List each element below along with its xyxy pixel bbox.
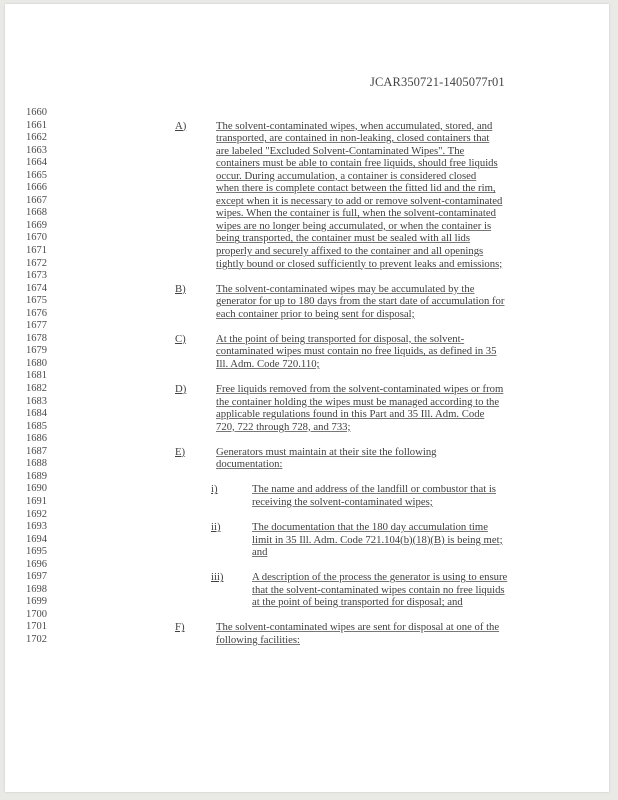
text-line: The solvent-contaminated wipes may be accumulated by the <box>216 282 475 295</box>
line-number: 1692 <box>26 508 47 520</box>
line-number: 1660 <box>26 107 47 118</box>
text-line: occur. During accumulation, a container is considered closed <box>216 169 477 182</box>
item-label: C) <box>175 332 186 345</box>
sub-item <box>211 521 545 559</box>
line-number: 1682 <box>26 383 47 395</box>
text-line: The name and address of the landfill or combustor that is <box>252 483 496 496</box>
line-number: 1662 <box>26 132 47 144</box>
text-line: receiving the solvent-contaminated wipes; <box>252 495 433 508</box>
text-line: the container holding the wipes must be managed according to the <box>216 395 500 408</box>
line-number: 1683 <box>26 395 47 407</box>
line-number: 1668 <box>26 207 47 219</box>
line-number: 1691 <box>26 495 47 507</box>
text-line: documentation: <box>216 458 283 471</box>
list-item <box>175 621 545 646</box>
list-item <box>175 446 545 471</box>
line-number: 1702 <box>26 633 47 645</box>
list-item <box>175 383 545 433</box>
text-line: tightly bound or closed sufficiently to prevent leaks and emissions; <box>216 257 503 270</box>
text-line: applicable regulations found in this Part and 35 Ill. Adm. Code <box>216 408 485 421</box>
text-line: following facilities: <box>216 633 300 646</box>
line-number: 1693 <box>26 521 47 533</box>
text-line: properly and securely affixed to the container and all openings <box>216 245 484 258</box>
line-number: 1697 <box>26 571 47 583</box>
line-number: 1701 <box>26 621 47 633</box>
line-number: 1687 <box>26 445 47 457</box>
line-number: 1700 <box>26 608 47 620</box>
text-line: and <box>252 546 268 559</box>
line-number: 1690 <box>26 483 47 495</box>
line-number: 1675 <box>26 295 47 307</box>
line-number: 1676 <box>26 307 47 319</box>
line-number: 1679 <box>26 345 47 357</box>
text-line: containers must be able to contain free liquids, should free liquids <box>216 157 498 170</box>
text-line: The documentation that the 180 day accumulation time <box>252 521 488 534</box>
line-number: 1672 <box>26 257 47 269</box>
line-number: 1689 <box>26 470 47 482</box>
item-text <box>252 483 545 508</box>
line-number: 1681 <box>26 370 47 382</box>
document-id: JCAR350721-1405077r01 <box>370 75 505 89</box>
line-number: 1696 <box>26 558 47 570</box>
line-number: 1666 <box>26 182 47 194</box>
line-number: 1695 <box>26 546 47 558</box>
text-line: each container prior to being sent for disposal; <box>216 307 415 320</box>
text-line: limit in 35 Ill. Adm. Code 721.104(b)(18)(B) is being met; <box>252 533 503 546</box>
line-number: 1699 <box>26 596 47 608</box>
text-line: Generators must maintain at their site the following <box>216 445 437 458</box>
item-text <box>216 333 545 371</box>
item-label: B) <box>175 282 186 295</box>
line-number: 1677 <box>26 320 47 332</box>
text-line: wipes. When the container is full, when the solvent-contaminated <box>216 207 496 220</box>
text-line: The solvent-contaminated wipes, when accumulated, stored, and <box>216 119 493 132</box>
text-line: transported, are contained in non-leaking, closed containers that <box>216 132 490 145</box>
item-label: ii) <box>211 521 221 534</box>
item-text <box>252 521 545 559</box>
list-item <box>175 333 545 371</box>
item-label: A) <box>175 119 187 132</box>
line-number: 1661 <box>26 119 47 131</box>
text-line: wipes are no longer being accumulated, or when the container is <box>216 219 492 232</box>
text-line: being transported, the container must be sealed with all lids <box>216 232 471 245</box>
text-line: when there is complete contact between the fitted lid and the rim, <box>216 182 496 195</box>
line-number: 1670 <box>26 232 47 244</box>
line-number: 1678 <box>26 332 47 344</box>
line-number: 1671 <box>26 245 47 257</box>
line-number: 1698 <box>26 583 47 595</box>
item-text <box>252 571 545 609</box>
item-label: E) <box>175 445 186 458</box>
text-line: Ill. Adm. Code 720.110; <box>216 357 320 370</box>
item-label: D) <box>175 383 187 396</box>
list-item <box>175 283 545 321</box>
line-number: 1667 <box>26 194 47 206</box>
sub-item <box>211 571 545 609</box>
item-label: F) <box>175 621 185 634</box>
text-line: at the point of being transported for disposal; and <box>252 596 463 609</box>
line-number: 1680 <box>26 357 47 369</box>
text-line: A description of the process the generator is using to ensure <box>252 571 508 584</box>
line-number: 1684 <box>26 408 47 420</box>
line-number: 1688 <box>26 458 47 470</box>
text-line: Free liquids removed from the solvent-contaminated wipes or from <box>216 383 504 396</box>
list-item <box>175 120 545 271</box>
line-number-column <box>26 107 66 647</box>
item-text <box>216 446 545 471</box>
line-number: 1665 <box>26 169 47 181</box>
item-label: i) <box>211 483 218 496</box>
document-page <box>5 4 609 792</box>
text-line: The solvent-contaminated wipes are sent for disposal at one of the <box>216 621 500 634</box>
text-line: contaminated wipes must contain no free liquids, as defined in 35 <box>216 345 497 358</box>
text-line: except when it is necessary to add or remove solvent-contaminated <box>216 194 503 207</box>
line-number: 1663 <box>26 144 47 156</box>
line-number: 1664 <box>26 157 47 169</box>
line-number: 1686 <box>26 433 47 445</box>
line-number: 1685 <box>26 420 47 432</box>
item-text <box>216 120 545 271</box>
line-number: 1694 <box>26 533 47 545</box>
item-text <box>216 283 545 321</box>
text-line: At the point of being transported for disposal, the solvent- <box>216 332 465 345</box>
line-number: 1673 <box>26 270 47 282</box>
item-text <box>216 383 545 433</box>
line-number: 1669 <box>26 219 47 231</box>
text-line: 720, 722 through 728, and 733; <box>216 420 351 433</box>
item-text <box>216 621 545 646</box>
item-label: iii) <box>211 571 224 584</box>
text-line: that the solvent-contaminated wipes contain no free liquids <box>252 583 505 596</box>
text-line: are labeled "Excluded Solvent-Contaminated Wipes". The <box>216 144 465 157</box>
sub-item <box>211 483 545 508</box>
document-body <box>175 107 545 647</box>
text-line: generator for up to 180 days from the start date of accumulation for <box>216 295 505 308</box>
line-number: 1674 <box>26 282 47 294</box>
